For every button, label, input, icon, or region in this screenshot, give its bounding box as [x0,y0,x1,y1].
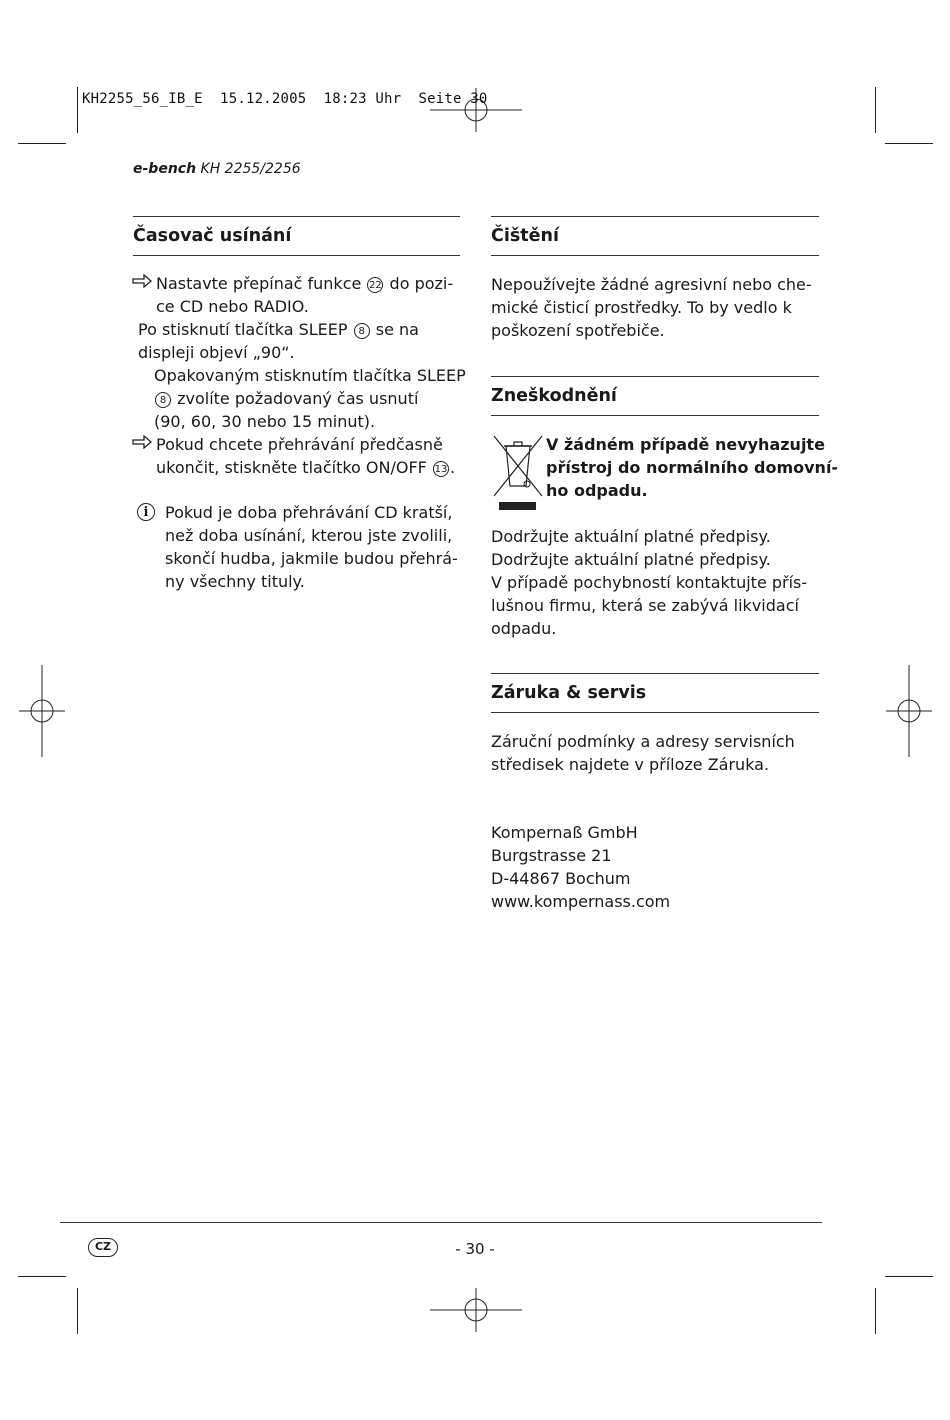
crop-mark [885,1276,933,1277]
instruction-line: displeji objeví „90“. [138,343,295,362]
company-city: D-44867 Bochum [491,869,631,888]
model-number: KH 2255/2256 [200,161,301,177]
cleaning-text-line: Nepoužívejte žádné agresivní nebo che- [491,275,812,294]
instruction-line: Pokud chcete přehrávání předčasně [156,435,443,454]
instruction-line: Nastavte přepínač funkce 22 do pozi- [156,274,454,293]
crossed-bin-icon [492,434,544,512]
cleaning-text-line: poškození spotřebiče. [491,321,665,340]
crop-mark [18,1276,66,1277]
crop-mark [885,143,933,144]
registration-crosshair-bottom [430,1288,522,1332]
instruction-line: Po stisknutí tlačítka SLEEP 8 se na [138,320,419,339]
disposal-warning-line: ho odpadu. [546,481,648,500]
crop-mark [77,1288,78,1334]
section-heading-disposal: Zneškodnění [491,386,617,406]
section-heading-warranty: Záruka & servis [491,683,647,703]
section-rule [491,255,819,256]
instruction-line: ukončit, stiskněte tlačítko ON/OFF 13 . [156,458,456,477]
company-website: www.kompernass.com [491,892,671,911]
section-rule [491,376,819,377]
section-heading-cleaning: Čištění [491,226,559,246]
brand-name: e-bench [133,161,197,177]
instruction-line: Opakovaným stisknutím tlačítka SLEEP [154,366,466,385]
section-rule [491,673,819,674]
registration-crosshair-right [886,665,932,757]
note-line: Pokud je doba přehrávání CD kratší, [165,503,453,522]
crop-mark [875,1288,876,1334]
section-heading-sleep-timer: Časovač usínání [133,226,292,246]
disposal-text-line: Dodržujte aktuální platné předpisy. [491,550,771,569]
registration-crosshair-left [19,665,65,757]
ref-function-switch: 22 [367,277,383,293]
company-street: Burgstrasse 21 [491,846,612,865]
section-rule [491,415,819,416]
disposal-text-line: Dodržujte aktuální platné předpisy. [491,527,771,546]
ref-sleep-button: 8 [155,392,171,408]
disposal-text-line: odpadu. [491,619,557,638]
warranty-text-line: středisek najdete v příloze Záruka. [491,755,770,774]
arrow-right-icon [132,434,152,453]
arrow-right-icon [132,273,152,292]
country-badge: CZ [88,1238,118,1257]
ref-on-off-button: 13 [433,461,449,477]
print-header: KH2255_56_IB_E 15.12.2005 18:23 Uhr Seite 30 [82,91,488,107]
disposal-warning-line: V žádném případě nevyhazujte [546,435,825,454]
crop-mark [875,87,876,133]
instruction-line: 8 zvolíte požadovaný čas usnutí [154,387,418,410]
crop-mark [77,87,78,133]
company-name: Kompernaß GmbH [491,823,638,842]
crop-mark [18,143,66,144]
section-rule [491,712,819,713]
disposal-warning-line: přístroj do normálního domovní- [546,458,839,477]
warranty-text-line: Záruční podmínky a adresy servisních [491,732,795,751]
instruction-line: ce CD nebo RADIO. [156,297,309,316]
page-number: - 30 - [455,1240,495,1258]
note-line: skončí hudba, jakmile budou přehrá- [165,549,458,568]
disposal-text-line: V případě pochybností kontaktujte přís- [491,573,808,592]
info-icon: i [137,503,155,521]
note-line: ny všechny tituly. [165,572,305,591]
cleaning-text-line: mické čisticí prostředky. To by vedlo k [491,298,792,317]
disposal-text-line: lušnou firmu, která se zabývá likvidací [491,596,799,615]
note-line: než doba usínání, kterou jste zvolili, [165,526,453,545]
section-rule [133,216,460,217]
running-header [133,161,301,177]
footer-rule [60,1222,822,1223]
instruction-line: (90, 60, 30 nebo 15 minut). [154,412,376,431]
section-rule [491,216,819,217]
ref-sleep-button: 8 [354,323,370,339]
section-rule [133,255,460,256]
